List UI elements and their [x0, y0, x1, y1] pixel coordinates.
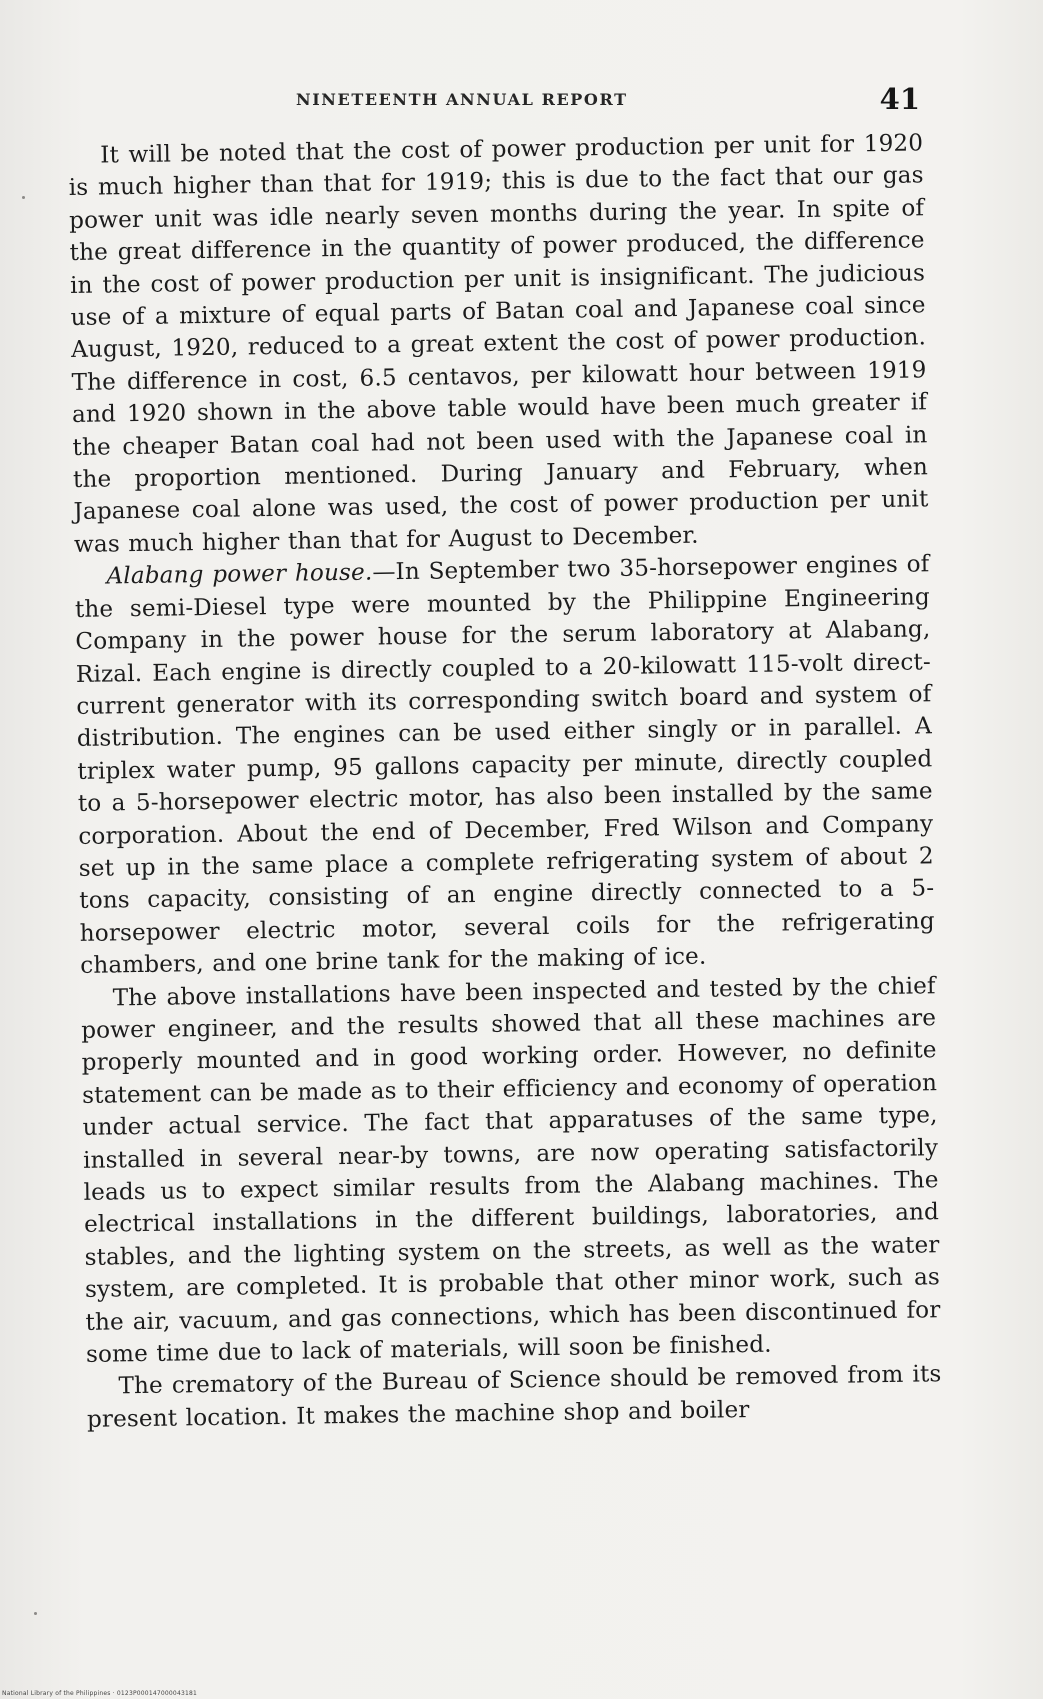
page-number: 41 [879, 82, 920, 116]
scan-speck [34, 1612, 37, 1615]
library-stamp: National Library of the Philippines · 0123P000147000043181 [2, 1690, 198, 1697]
page-header [296, 84, 920, 118]
paragraph-lead-heading: Alabang power house. [106, 559, 373, 590]
paragraph-power-cost: It will be noted that the cost of power production per unit for 1920 is much higher than that for 1919; this is due to the fact that our gas power unit was idle nearly seven months during the year. In spite of the great difference in the quantity of power produced, the difference in the cost of power production per unit is insignificant. The judicious use of a mixture of equal parts of Batan coal and Japanese coal since August, 1920, reduced to a great extent the cost of power production. The difference in cost, 6.5 centavos, per kilowatt hour between 1919 and 1920 shown in the above table would have been much greater if the cheaper Batan coal had not been used with the Japanese coal in the proportion mentioned. During January and February, when Japanese coal alone was used, the cost of power production per unit was much higher than that for August to December. [68, 130, 929, 558]
body-text [68, 127, 942, 1436]
running-head: NINETEENTH ANNUAL REPORT [296, 90, 628, 109]
paragraph-alabang-text: —In September two 35-horsepower engines of the semi-Diesel type were mounted by the Philippine Engineering Company in the power house for the serum laboratory at Alabang, Rizal. Each engine is directly coupled to a 20-kilowatt 115-volt direct-current generator with its corresponding switch board and system of distribution. The engines can be used either singly or in parallel. A triplex water pump, 95 gallons capacity per minute, directly coupled to a 5-horsepower electric motor, has also been installed by the same corporation. About the end of December, Fred Wilson and Company set up in the same place a complete refrigerating system of about 2 tons capacity, consisting of an engine directly connected to a 5-horsepower electric motor, several coils for the refrigerating chambers, and one brine tank for the making of ice. [74, 551, 935, 980]
paragraph-alabang-power-house [74, 549, 935, 983]
paragraph-installations: The above installations have been inspected and tested by the chief power engineer, and the results showed that all these machines are properly mounted and in good working order. However, no definite statement can be made as to their efficiency and economy of operation under actual service. The fact that apparatuses of the same type, installed in several near-by towns, are now operating satisfactorily leads us to expect similar results from the Alabang machines. The electrical installations in the different buildings, laboratories, and stables, and the lighting system on the streets, as well as the water system, are completed. It is probable that other minor work, such as the air, vacuum, and gas connections, which has been discontinued for some time due to lack of materials, will soon be finished. [81, 972, 941, 1368]
scan-speck [22, 196, 25, 199]
paragraph-crematory: The crematory of the Bureau of Science should be removed from its present location. It makes the machine shop and boiler [86, 1361, 942, 1433]
